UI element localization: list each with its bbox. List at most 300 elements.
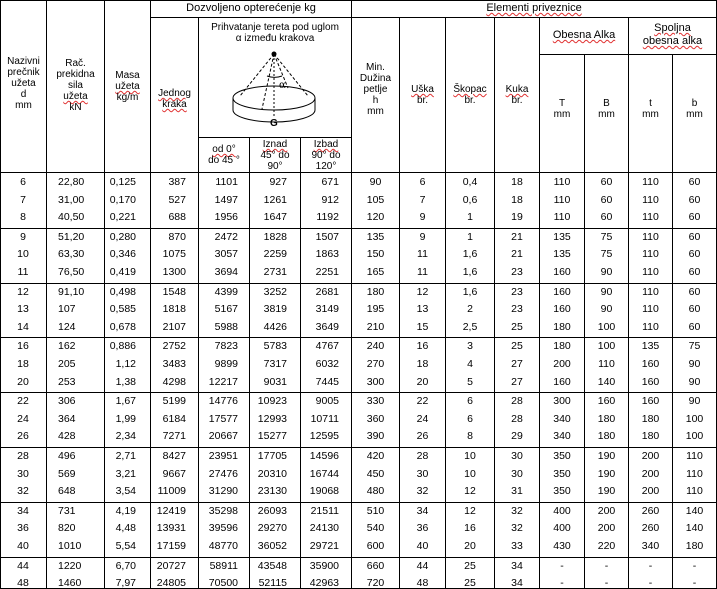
table-cell: 160	[553, 376, 571, 388]
table-cell: 2107	[162, 321, 186, 333]
table-cell: 160	[553, 303, 571, 315]
table-cell: 105	[366, 194, 385, 206]
table-cell: 60	[688, 248, 701, 260]
table-cell: 23	[511, 286, 523, 298]
table-cell: 0,125	[109, 176, 136, 188]
table-cell: 190	[597, 485, 616, 497]
table-cell: 15277	[257, 430, 287, 442]
header-angle-90-120: Izbad 90° do 120°	[311, 139, 341, 172]
table-cell: 110	[686, 468, 703, 480]
table-cell: 12	[416, 286, 429, 298]
table-cell: 135	[553, 248, 571, 260]
table-cell: 220	[597, 540, 616, 552]
table-cell: 90	[600, 266, 613, 278]
table-cell: 29	[511, 430, 523, 442]
table-cell: -	[560, 560, 564, 572]
table-cell: 32	[17, 485, 29, 497]
table-cell: 110	[686, 450, 703, 462]
table-cell: 35298	[208, 505, 238, 517]
table-cell: -	[604, 577, 609, 589]
table-cell: 75	[600, 248, 613, 260]
table-cell: 180	[597, 430, 616, 442]
table-border-top	[0, 0, 717, 1]
table-cell: 1	[467, 231, 473, 243]
table-cell: 2731	[263, 266, 287, 278]
table-cell: 75	[688, 340, 701, 352]
table-cell: 63,30	[58, 248, 85, 260]
table-cell: 162	[58, 340, 76, 352]
table-cell: 44	[416, 560, 429, 572]
header-ring-b-small: b mm	[686, 98, 703, 120]
table-cell: 16744	[309, 468, 339, 480]
table-cell: 5199	[162, 395, 186, 407]
table-cell: 25	[464, 577, 476, 589]
table-cell: 1101	[215, 176, 238, 188]
table-cell: 14596	[309, 450, 339, 462]
table-cell: 300	[366, 376, 385, 388]
table-cell: 26	[17, 430, 29, 442]
table-cell: 60	[688, 194, 701, 206]
table-cell: -	[648, 560, 653, 572]
header-min-loop-length: Min. Dužina petlje h mm	[359, 62, 392, 117]
table-cell: 820	[58, 522, 76, 534]
table-cell: 0,170	[109, 194, 136, 206]
table-cell: 90	[600, 303, 613, 315]
table-cell: 3649	[315, 321, 339, 333]
table-cell: 7271	[162, 430, 186, 442]
table-cell: 36052	[257, 540, 287, 552]
table-cell: 20	[17, 376, 29, 388]
table-cell: 11	[417, 248, 428, 260]
group-separator	[0, 392, 717, 393]
table-cell: 4	[467, 358, 473, 370]
table-cell: 0,886	[109, 340, 136, 352]
table-cell: 10	[464, 450, 476, 462]
table-cell: 18	[511, 176, 523, 188]
table-cell: 3819	[263, 303, 287, 315]
table-cell: 110	[553, 194, 571, 206]
table-cell: 160	[553, 266, 571, 278]
group-separator	[0, 447, 717, 448]
table-cell: 1075	[162, 248, 186, 260]
header-allowed-load: Dozvoljeno opterećenje kg	[186, 2, 316, 14]
rule-under-header	[0, 172, 717, 173]
table-cell: 1,38	[115, 376, 136, 388]
table-cell: 110	[553, 211, 571, 223]
table-cell: 12	[17, 286, 29, 298]
table-cell: 30	[511, 450, 523, 462]
table-cell: -	[560, 577, 564, 589]
header-angle-45-90: Iznad 45° do 90°	[260, 139, 290, 172]
table-cell: 39596	[208, 522, 238, 534]
table-cell: 6	[419, 176, 426, 188]
header-hook: Kuka br.	[505, 84, 529, 106]
table-cell: 24	[416, 413, 429, 425]
table-cell: 6,70	[115, 560, 136, 572]
table-cell: 9005	[315, 395, 339, 407]
table-cell: 19068	[309, 485, 339, 497]
table-cell: 12595	[309, 430, 339, 442]
table-cell: 2681	[315, 286, 339, 298]
table-cell: 100	[597, 321, 616, 333]
table-cell: 13931	[156, 522, 186, 534]
table-cell: 24805	[156, 577, 186, 589]
table-cell: 135	[641, 340, 660, 352]
table-cell: 0,221	[109, 211, 136, 223]
table-cell: 0,678	[109, 321, 136, 333]
header-nominal-diameter: Nazivni prečnik užeta d mm	[7, 56, 40, 111]
table-cell: 22,80	[58, 176, 85, 188]
group-separator	[0, 337, 717, 338]
table-cell: 19	[511, 211, 523, 223]
table-cell: 200	[597, 505, 616, 517]
table-cell: 3,54	[115, 485, 136, 497]
table-cell: 11009	[157, 485, 186, 497]
table-cell: 350	[553, 468, 571, 480]
table-cell: 107	[58, 303, 76, 315]
table-cell: 34	[511, 577, 523, 589]
table-cell: -	[648, 577, 653, 589]
table-cell: 1460	[58, 577, 82, 589]
header-breaking-force: Rač. prekidna sila užeta kN	[56, 58, 95, 113]
table-cell: 32	[416, 485, 429, 497]
table-cell: 2,34	[115, 430, 136, 442]
table-cell: 1,99	[115, 413, 136, 425]
table-cell: 200	[597, 522, 616, 534]
table-cell: 240	[366, 340, 385, 352]
table-cell: 496	[58, 450, 76, 462]
table-cell: 23	[511, 303, 523, 315]
table-cell: -	[604, 560, 609, 572]
header-angle-0-45: od 0° do 45 °	[208, 144, 240, 166]
table-cell: 927	[269, 176, 287, 188]
table-cell: 430	[553, 540, 571, 552]
table-cell: 180	[553, 321, 571, 333]
table-cell: 1548	[162, 286, 186, 298]
table-cell: 60	[600, 211, 613, 223]
table-cell: 720	[366, 577, 385, 589]
table-cell: 0,419	[109, 266, 136, 278]
table-cell: 2,5	[462, 321, 478, 333]
table-cell: 28	[511, 395, 523, 407]
header-shackle: Škopac br.	[453, 84, 487, 106]
table-cell: 140	[597, 376, 616, 388]
table-cell: 190	[597, 468, 616, 480]
table-cell: 40	[416, 540, 429, 552]
table-cell: 20667	[208, 430, 238, 442]
table-cell: 21511	[310, 505, 339, 517]
table-cell: 260	[641, 505, 660, 517]
table-cell: 2251	[315, 266, 339, 278]
table-cell: 34	[416, 505, 429, 517]
table-cell: 270	[366, 358, 385, 370]
table-cell: 58911	[209, 560, 238, 572]
table-cell: 90	[369, 176, 382, 188]
table-cell: 26093	[257, 505, 287, 517]
table-cell: 3149	[315, 303, 339, 315]
table-cell: 1647	[263, 211, 287, 223]
table-cell: 4767	[315, 340, 339, 352]
table-cell: 428	[58, 430, 76, 442]
table-cell: 1,12	[115, 358, 136, 370]
table-cell: 6	[467, 395, 473, 407]
table-cell: 3483	[162, 358, 186, 370]
table-cell: 31,00	[58, 194, 85, 206]
table-cell: 21	[511, 231, 523, 243]
table-cell: 7	[419, 194, 426, 206]
table-cell: 3	[467, 340, 473, 352]
table-cell: 165	[366, 266, 385, 278]
table-cell: 60	[688, 321, 701, 333]
table-cell: 195	[366, 303, 385, 315]
table-cell: 20	[464, 540, 476, 552]
table-cell: 30	[416, 468, 429, 480]
table-cell: 28	[511, 413, 523, 425]
table-cell: -	[692, 560, 697, 572]
table-cell: 0,585	[109, 303, 136, 315]
table-cell: 51,20	[58, 231, 85, 243]
table-cell: 12	[464, 485, 476, 497]
table-cell: 36	[416, 522, 429, 534]
table-cell: 1261	[263, 194, 287, 206]
table-cell: 17705	[257, 450, 287, 462]
table-cell: 253	[58, 376, 76, 388]
table-cell: 27	[511, 358, 523, 370]
table-cell: 110	[642, 194, 659, 206]
table-cell: 1,6	[462, 266, 478, 278]
table-cell: 180	[553, 340, 571, 352]
table-cell: 110	[598, 358, 615, 370]
table-cell: 10711	[310, 413, 339, 425]
group-separator	[0, 228, 717, 229]
table-cell: 340	[641, 540, 660, 552]
table-cell: 1818	[162, 303, 186, 315]
table-cell: 18	[511, 194, 523, 206]
table-cell: 3694	[214, 266, 238, 278]
table-cell: 5988	[214, 321, 238, 333]
table-cell: 1497	[214, 194, 238, 206]
table-cell: 4426	[263, 321, 287, 333]
table-cell: 8	[20, 211, 26, 223]
table-cell: 4298	[162, 376, 186, 388]
table-cell: 7317	[263, 358, 287, 370]
table-cell: 420	[366, 450, 385, 462]
group-separator	[0, 502, 717, 503]
table-cell: 205	[58, 358, 76, 370]
header-ring-T: T mm	[553, 98, 571, 120]
table-cell: 400	[553, 522, 571, 534]
table-cell: 600	[366, 540, 385, 552]
table-cell: 90	[688, 358, 701, 370]
table-cell: 48	[416, 577, 429, 589]
sling-leg-front	[262, 54, 274, 109]
table-cell: 200	[641, 468, 660, 480]
table-cell: 34	[511, 560, 523, 572]
table-cell: 48	[17, 577, 29, 589]
table-cell: 1956	[214, 211, 238, 223]
table-cell: 3,21	[115, 468, 136, 480]
table-cell: 160	[641, 376, 660, 388]
table-cell: 330	[366, 395, 385, 407]
table-cell: 23130	[257, 485, 287, 497]
table-cell: 34	[17, 505, 29, 517]
table-cell: 200	[553, 358, 571, 370]
table-cell: 25	[511, 340, 523, 352]
angle-arc	[267, 76, 282, 77]
table-cell: 32	[511, 505, 523, 517]
table-cell: 35900	[309, 560, 339, 572]
table-cell: 76,50	[58, 266, 85, 278]
table-cell: 30	[511, 468, 523, 480]
table-cell: 40	[17, 540, 29, 552]
table-cell: 2,71	[115, 450, 136, 462]
table-cell: 17577	[208, 413, 238, 425]
load-g-label: G	[270, 118, 278, 129]
table-cell: 300	[553, 395, 571, 407]
table-cell: 90	[688, 395, 701, 407]
table-cell: 60	[600, 194, 613, 206]
table-cell: 52115	[258, 577, 287, 589]
table-cell: 100	[685, 430, 704, 442]
table-cell: 160	[641, 358, 660, 370]
table-cell: 9899	[214, 358, 238, 370]
table-cell: 6	[20, 176, 26, 188]
table-cell: 16	[464, 522, 476, 534]
table-cell: 25	[464, 560, 476, 572]
table-cell: 21	[511, 248, 523, 260]
table-cell: 569	[58, 468, 76, 480]
table-cell: 340	[553, 430, 571, 442]
header-mass: Masa užeta kg/m	[115, 70, 140, 103]
table-cell: 43548	[257, 560, 287, 572]
table-cell: 360	[366, 413, 385, 425]
table-cell: 8	[467, 430, 473, 442]
table-cell: 1,6	[462, 286, 478, 298]
table-cell: 20727	[156, 560, 186, 572]
table-cell: 135	[366, 231, 385, 243]
table-cell: 9667	[162, 468, 186, 480]
table-cell: 160	[597, 395, 616, 407]
table-cell: 1507	[315, 231, 339, 243]
table-cell: 100	[685, 413, 704, 425]
table-cell: 12419	[156, 505, 186, 517]
table-cell: 180	[685, 540, 704, 552]
table-cell: 870	[168, 231, 186, 243]
table-cell: 60	[688, 266, 701, 278]
table-cell: 1220	[58, 560, 82, 572]
table-cell: 31	[511, 485, 523, 497]
table-cell: 100	[597, 340, 616, 352]
table-cell: 4,19	[115, 505, 136, 517]
header-hanging-ring: Obesna Alka	[552, 29, 616, 41]
table-cell: 36	[17, 522, 29, 534]
table-cell: 2752	[162, 340, 186, 352]
table-cell: 14	[17, 321, 29, 333]
table-cell: 190	[597, 450, 616, 462]
rule-under-group-headers	[150, 17, 717, 18]
table-cell: 9	[419, 231, 426, 243]
table-cell: 9031	[263, 376, 287, 388]
table-cell: 6184	[162, 413, 186, 425]
table-cell: 7445	[315, 376, 339, 388]
table-cell: 28	[416, 450, 429, 462]
table-cell: 33	[511, 540, 523, 552]
table-cell: 13	[17, 303, 29, 315]
table-cell: 260	[641, 522, 660, 534]
table-cell: 200	[641, 485, 660, 497]
alpha-label: α	[279, 80, 286, 91]
table-cell: 48770	[208, 540, 238, 552]
table-cell: 4,48	[115, 522, 136, 534]
table-cell: 15	[416, 321, 429, 333]
table-cell: 2259	[263, 248, 287, 260]
table-cell: 124	[58, 321, 76, 333]
table-cell: 480	[366, 485, 385, 497]
table-cell: 90	[600, 286, 613, 298]
header-single-leg: Jednog kraka	[158, 88, 191, 110]
sling-angle-diagram	[222, 48, 326, 134]
table-cell: 5167	[214, 303, 238, 315]
table-cell: 3252	[263, 286, 287, 298]
table-cell: 7,97	[115, 577, 136, 589]
table-cell: 7	[20, 194, 26, 206]
sling-leg-left	[240, 54, 274, 96]
table-cell: 0,346	[109, 248, 136, 260]
table-cell: 4399	[214, 286, 238, 298]
table-cell: -	[692, 577, 697, 589]
table-cell: 110	[642, 303, 659, 315]
table-cell: 671	[321, 176, 339, 188]
table-cell: 160	[553, 286, 571, 298]
table-cell: 731	[58, 505, 76, 517]
table-cell: 110	[642, 266, 659, 278]
table-cell: 28	[17, 450, 29, 462]
table-cell: 75	[600, 231, 613, 243]
table-cell: 0,6	[462, 194, 478, 206]
table-cell: 90	[688, 376, 701, 388]
table-cell: 30	[17, 468, 29, 480]
table-cell: 25	[511, 321, 523, 333]
table-cell: 6032	[315, 358, 339, 370]
table-cell: 20	[416, 376, 429, 388]
table-cell: 14776	[208, 395, 238, 407]
table-cell: 5	[467, 376, 473, 388]
table-cell: 23	[511, 266, 523, 278]
table-cell: 11	[17, 266, 29, 278]
header-outer-ring: Spoljna obesna alka	[642, 22, 703, 47]
table-cell: 648	[58, 485, 76, 497]
table-cell: 688	[168, 211, 186, 223]
table-cell: 29721	[309, 540, 339, 552]
header-lifting-angle-note: Prihvatanje tereta pod uglom α između krakova	[211, 22, 339, 44]
table-cell: 9	[20, 231, 26, 243]
table-cell: 32	[511, 522, 523, 534]
table-cell: 120	[366, 211, 385, 223]
table-cell: 110	[642, 211, 659, 223]
table-cell: 180	[641, 413, 660, 425]
table-cell: 350	[553, 485, 571, 497]
group-separator	[0, 557, 717, 558]
table-cell: 9	[419, 211, 426, 223]
table-cell: 6	[467, 413, 473, 425]
table-cell: 527	[168, 194, 186, 206]
table-cell: 1192	[316, 211, 339, 223]
table-cell: 7823	[214, 340, 238, 352]
table-cell: 16	[416, 340, 429, 352]
table-cell: 540	[366, 522, 385, 534]
table-cell: 180	[597, 413, 616, 425]
table-cell: 60	[688, 286, 701, 298]
